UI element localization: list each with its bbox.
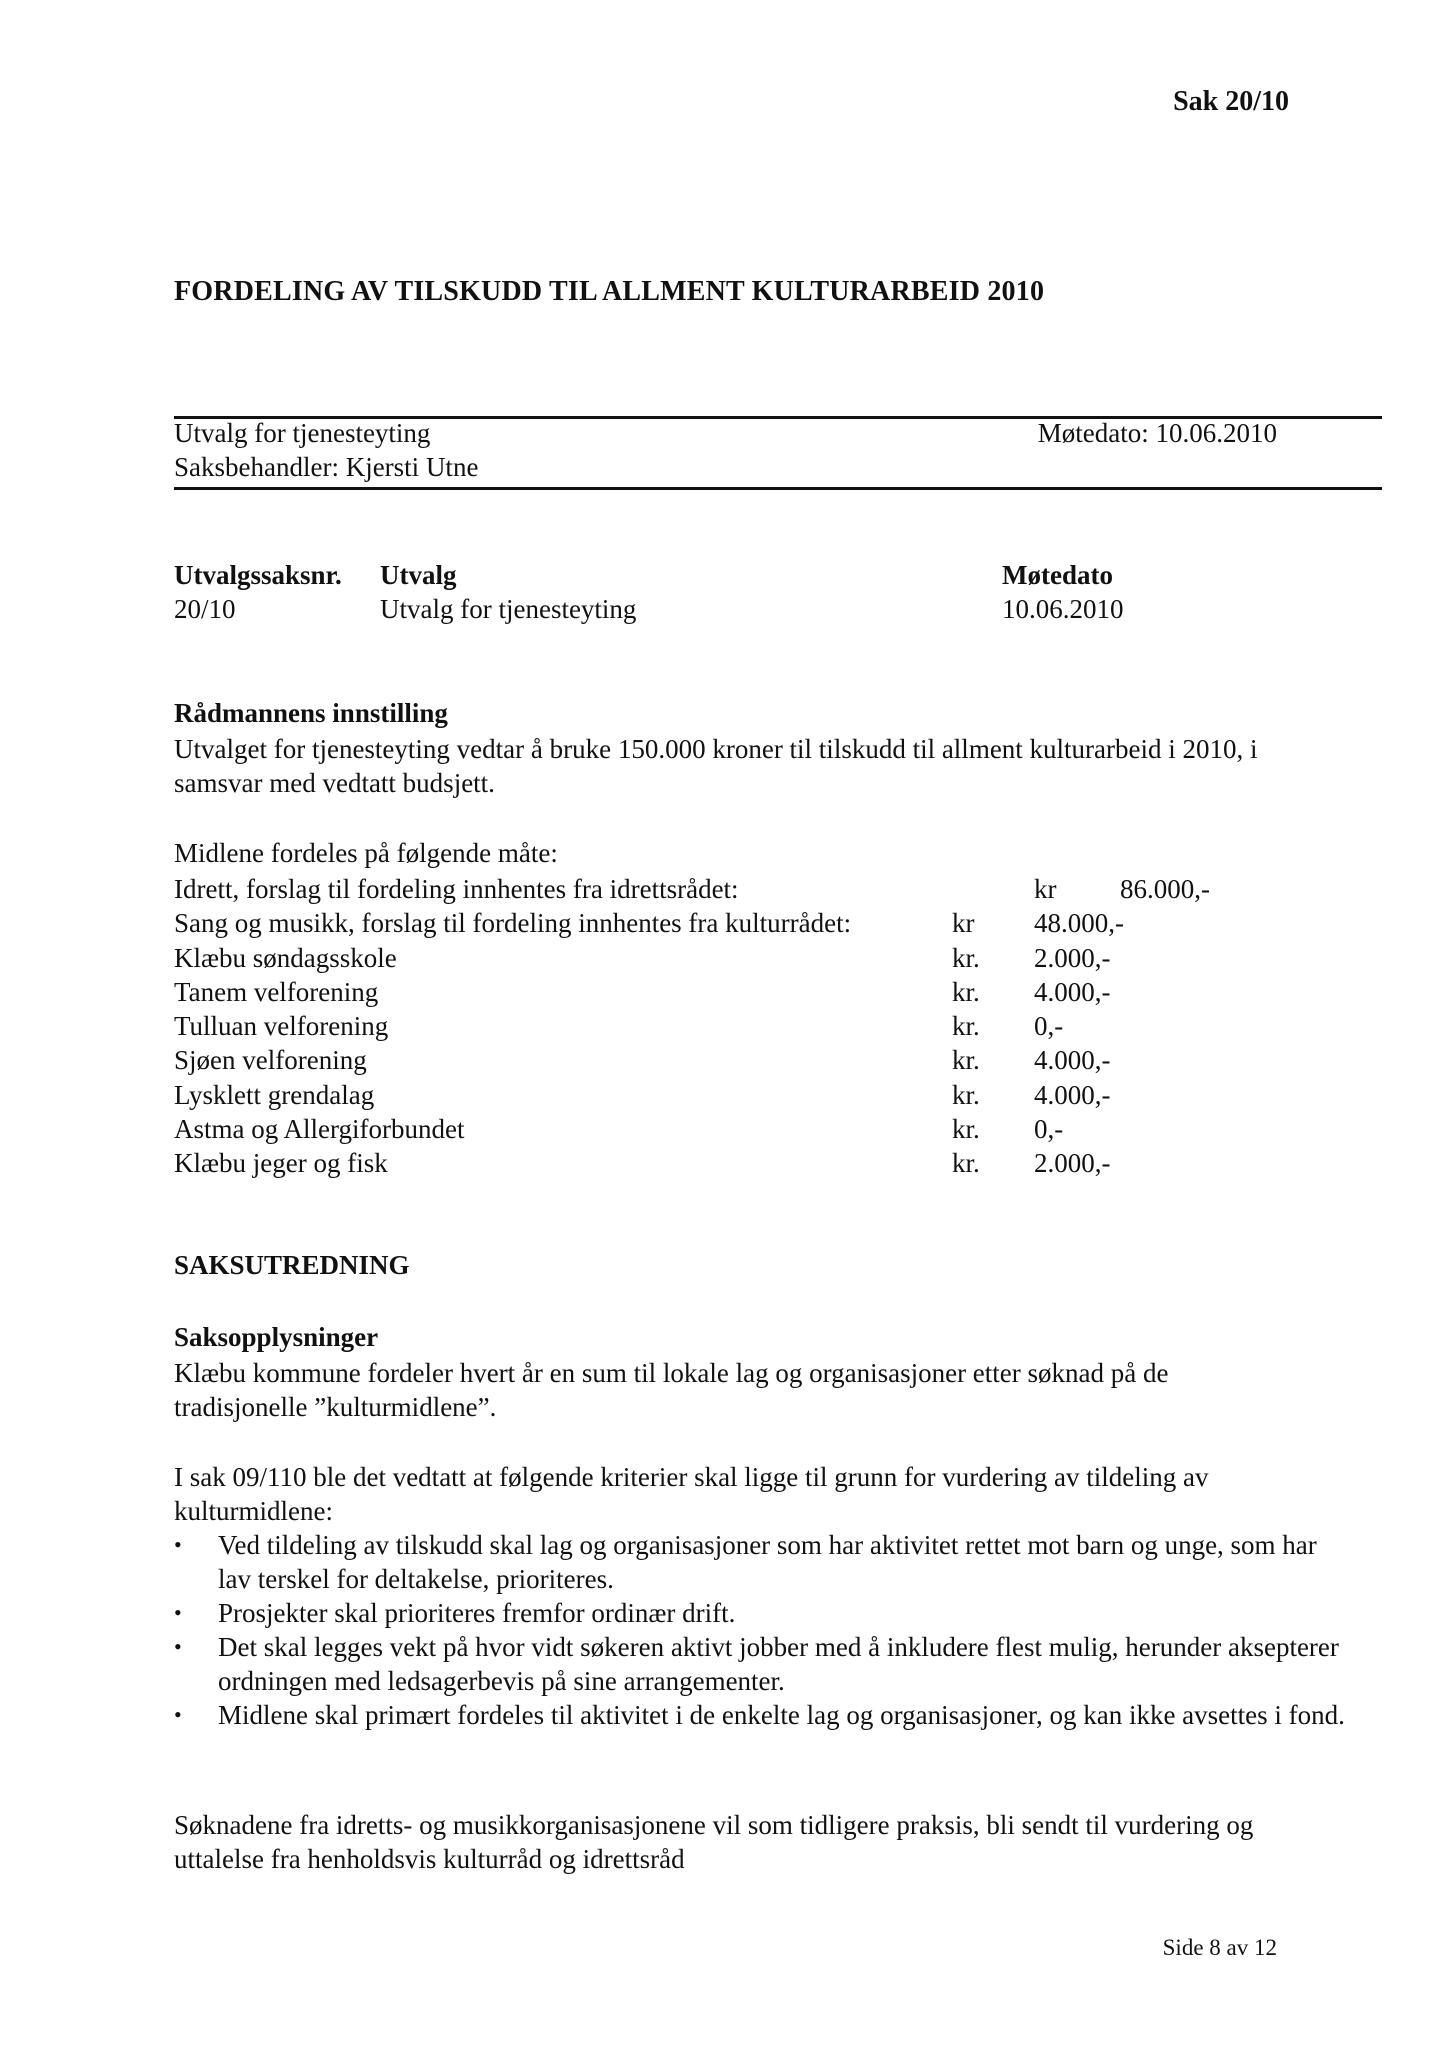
allocation-unit: kr bbox=[952, 908, 975, 939]
allocation-amount: 4.000,- bbox=[1034, 1079, 1111, 1110]
bullet-icon: • bbox=[174, 1532, 182, 1557]
criteria-item bbox=[174, 1630, 1354, 1698]
allocation-amount: 0,- bbox=[1034, 1114, 1064, 1145]
allocation-amount: 2.000,- bbox=[1034, 1148, 1111, 1179]
allocation-unit: kr. bbox=[952, 1011, 980, 1042]
allocation-row bbox=[174, 872, 1374, 906]
committee-name: Utvalg for tjenesteyting bbox=[174, 418, 431, 448]
criteria-list bbox=[174, 1528, 1354, 1732]
case-reference: Sak 20/10 bbox=[1173, 86, 1289, 117]
page-number: Side 8 av 12 bbox=[1162, 1935, 1277, 1960]
case-number-header: Utvalgssaksnr. bbox=[174, 560, 342, 590]
bottom-divider bbox=[174, 487, 1382, 490]
facts-text: Klæbu kommune fordeler hvert år en sum til lokale lag og organisasjoner etter søknad på de tradisjonelle ”kulturmidlene”. bbox=[174, 1358, 1169, 1422]
bullet-icon: • bbox=[174, 1600, 182, 1625]
meeting-date-header: Møtedato bbox=[1002, 560, 1113, 590]
allocation-row bbox=[174, 941, 1374, 975]
committee-value: Utvalg for tjenesteyting bbox=[380, 594, 637, 624]
allocation-amount: 4.000,- bbox=[1034, 1045, 1111, 1076]
recommendation-text: Utvalget for tjenesteyting vedtar å bruke 150.000 kroner til tilskudd til allment kulturarbeid i 2010, i samsvar med vedtatt budsjett. bbox=[174, 734, 1258, 798]
section-heading: SAKSUTREDNING bbox=[174, 1250, 410, 1280]
allocation-unit: kr. bbox=[952, 1045, 980, 1076]
applications-text: Søknadene fra idretts- og musikkorganisasjonene vil som tidligere praksis, bli sendt til vurdering og uttalelse fra henholdsvis kulturråd og idrettsråd bbox=[174, 1810, 1254, 1874]
case-number-value: 20/10 bbox=[174, 594, 236, 624]
criteria-text: Ved tildeling av tilskudd skal lag og organisasjoner som har aktivitet rettet mot barn og unge, som har lav terskel for deltakelse, prioriteres. bbox=[218, 1530, 1317, 1594]
allocation-name: Idrett, forslag til fordeling innhentes fra idrettsrådet: bbox=[174, 874, 739, 904]
allocation-row bbox=[174, 1112, 1374, 1146]
criteria-item bbox=[174, 1596, 1354, 1630]
caseworker: Saksbehandler: Kjersti Utne bbox=[174, 452, 479, 482]
allocation-name: Sang og musikk, forslag til fordeling innhentes fra kulturrådet: bbox=[174, 908, 852, 939]
criteria-item bbox=[174, 1528, 1354, 1596]
criteria-text: Prosjekter skal prioriteres fremfor ordinær drift. bbox=[218, 1598, 736, 1628]
allocation-amount: 48.000,- bbox=[1034, 908, 1124, 939]
allocation-unit: kr bbox=[1034, 874, 1057, 904]
allocation-unit: kr. bbox=[952, 1148, 980, 1179]
criteria-item bbox=[174, 1698, 1354, 1732]
allocation-row bbox=[174, 1009, 1374, 1043]
allocation-name: Lysklett grendalag bbox=[174, 1079, 375, 1110]
criteria-text: Midlene skal primært fordeles til aktivitet i de enkelte lag og organisasjoner, og kan ikke avsettes i fond. bbox=[218, 1700, 1345, 1730]
meeting-date-value: 10.06.2010 bbox=[1002, 594, 1124, 624]
allocation-name: Klæbu jeger og fisk bbox=[174, 1148, 388, 1179]
bullet-icon: • bbox=[174, 1702, 182, 1727]
allocation-name: Tulluan velforening bbox=[174, 1011, 389, 1042]
allocation-unit: kr. bbox=[952, 1114, 980, 1145]
allocation-row bbox=[174, 1043, 1374, 1077]
allocation-list bbox=[174, 872, 1374, 1181]
allocation-row bbox=[174, 975, 1374, 1009]
allocation-unit: kr. bbox=[952, 976, 980, 1007]
allocation-name: Sjøen velforening bbox=[174, 1045, 367, 1076]
allocation-name: Astma og Allergiforbundet bbox=[174, 1114, 465, 1145]
document-title: FORDELING AV TILSKUDD TIL ALLMENT KULTURARBEID 2010 bbox=[174, 276, 1045, 307]
allocation-unit: kr. bbox=[952, 942, 980, 973]
allocation-row bbox=[174, 1146, 1374, 1180]
allocation-amount: 0,- bbox=[1034, 1011, 1064, 1042]
facts-heading: Saksopplysninger bbox=[174, 1322, 379, 1352]
allocation-amount: 2.000,- bbox=[1034, 942, 1111, 973]
allocation-amount: 86.000,- bbox=[1120, 874, 1210, 904]
committee-header: Utvalg bbox=[380, 560, 457, 590]
criteria-text: Det skal legges vekt på hvor vidt søkeren aktivt jobber med å inkludere flest mulig, herunder aksepterer ordningen med ledsagerbevis på sine arrangementer. bbox=[218, 1632, 1339, 1696]
allocation-name: Klæbu søndagsskole bbox=[174, 942, 397, 973]
allocation-row bbox=[174, 906, 1374, 940]
recommendation-heading: Rådmannens innstilling bbox=[174, 698, 448, 728]
allocation-amount: 4.000,- bbox=[1034, 976, 1111, 1007]
meeting-date: Møtedato: 10.06.2010 bbox=[1037, 418, 1277, 448]
allocation-unit: kr. bbox=[952, 1079, 980, 1110]
distribution-intro: Midlene fordeles på følgende måte: bbox=[174, 838, 558, 868]
allocation-row bbox=[174, 1078, 1374, 1112]
bullet-icon: • bbox=[174, 1634, 182, 1659]
criteria-intro: I sak 09/110 ble det vedtatt at følgende kriterier skal ligge til grunn for vurdering av tildeling av kulturmidlene: bbox=[174, 1462, 1209, 1526]
allocation-name: Tanem velforening bbox=[174, 976, 379, 1007]
